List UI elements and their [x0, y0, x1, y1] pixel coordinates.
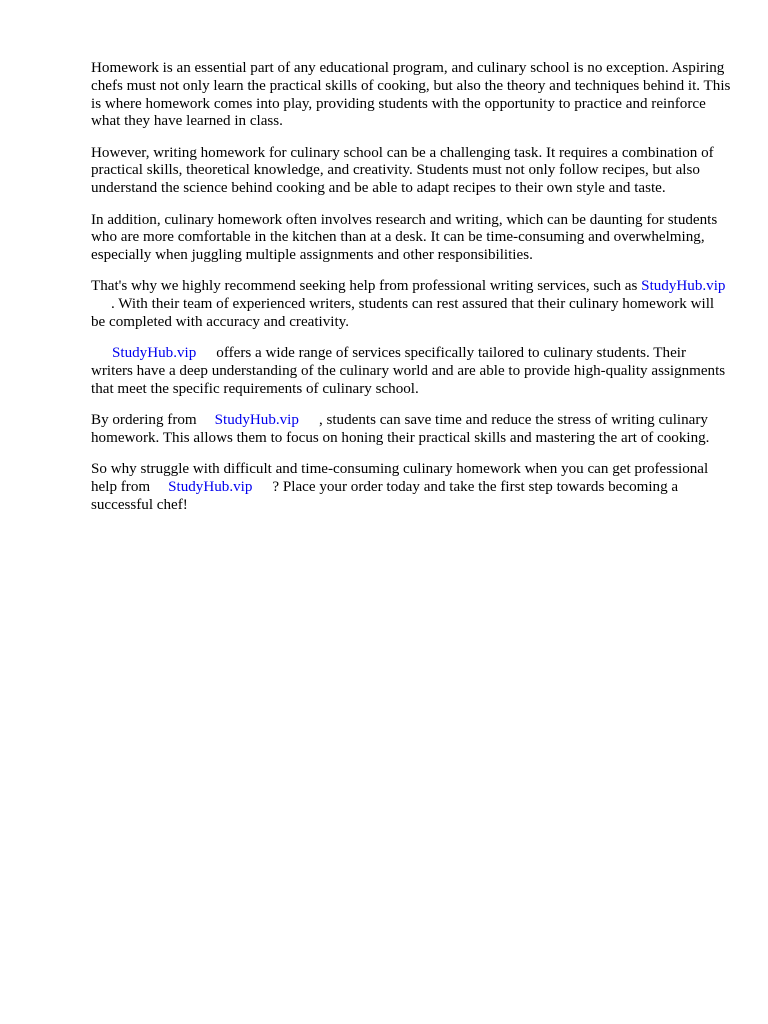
cta-text-after: ? Place your order today and take the first step towards becoming a successful chef! [91, 479, 679, 513]
services-text-after: offers a wide range of services specifically tailored to culinary students. Their writers have a deep understanding of the culinary world and are able to provide high-quality assignments that meet the specific requirements of culinary school. [91, 345, 726, 397]
recommendation-text-after: . With their team of experienced writers, students can rest assured that their culinary homework will be completed with accuracy and creativity. [91, 296, 715, 331]
paragraph-recommendation [91, 278, 731, 331]
paragraph-call-to-action [91, 461, 731, 514]
ordering-text-after: , students can save time and reduce the stress of writing culinary homework. This allows them to focus on honing their practical skills and mastering the art of cooking. [91, 412, 710, 447]
paragraph-services [91, 345, 731, 398]
studyhub-link[interactable]: StudyHub.vip [112, 345, 197, 362]
cta-text-before: So why struggle with difficult and time-consuming culinary homework when you can get professional help from [91, 461, 709, 496]
paragraph-ordering [91, 412, 731, 448]
studyhub-link[interactable]: StudyHub.vip [641, 278, 726, 295]
studyhub-link[interactable]: StudyHub.vip [214, 412, 299, 429]
ordering-text-before: By ordering from [91, 412, 197, 429]
paragraph-intro: Homework is an essential part of any educational program, and culinary school is no exception. Aspiring chefs must not only learn the practical skills of cooking, but also the theory and techniques behind it. This is where homework comes into play, providing students with the opportunity to practice and reinforce what they have learned in class. [91, 60, 731, 130]
document-body [91, 60, 731, 528]
paragraph-challenges: However, writing homework for culinary school can be a challenging task. It requires a combination of practical skills, theoretical knowledge, and creativity. Students must not only follow recipes, but also understand the science behind cooking and be able to adapt recipes to their own style and taste. [91, 144, 714, 197]
recommendation-text-before: That's why we highly recommend seeking help from professional writing services, such as [91, 278, 638, 295]
paragraph-research: In addition, culinary homework often involves research and writing, which can be daunting for students who are more comfortable in the kitchen than at a desk. It can be time-consuming and overwhelming, especially when juggling multiple assignments and other responsibilities. [91, 211, 718, 264]
studyhub-link[interactable]: StudyHub.vip [168, 479, 253, 496]
